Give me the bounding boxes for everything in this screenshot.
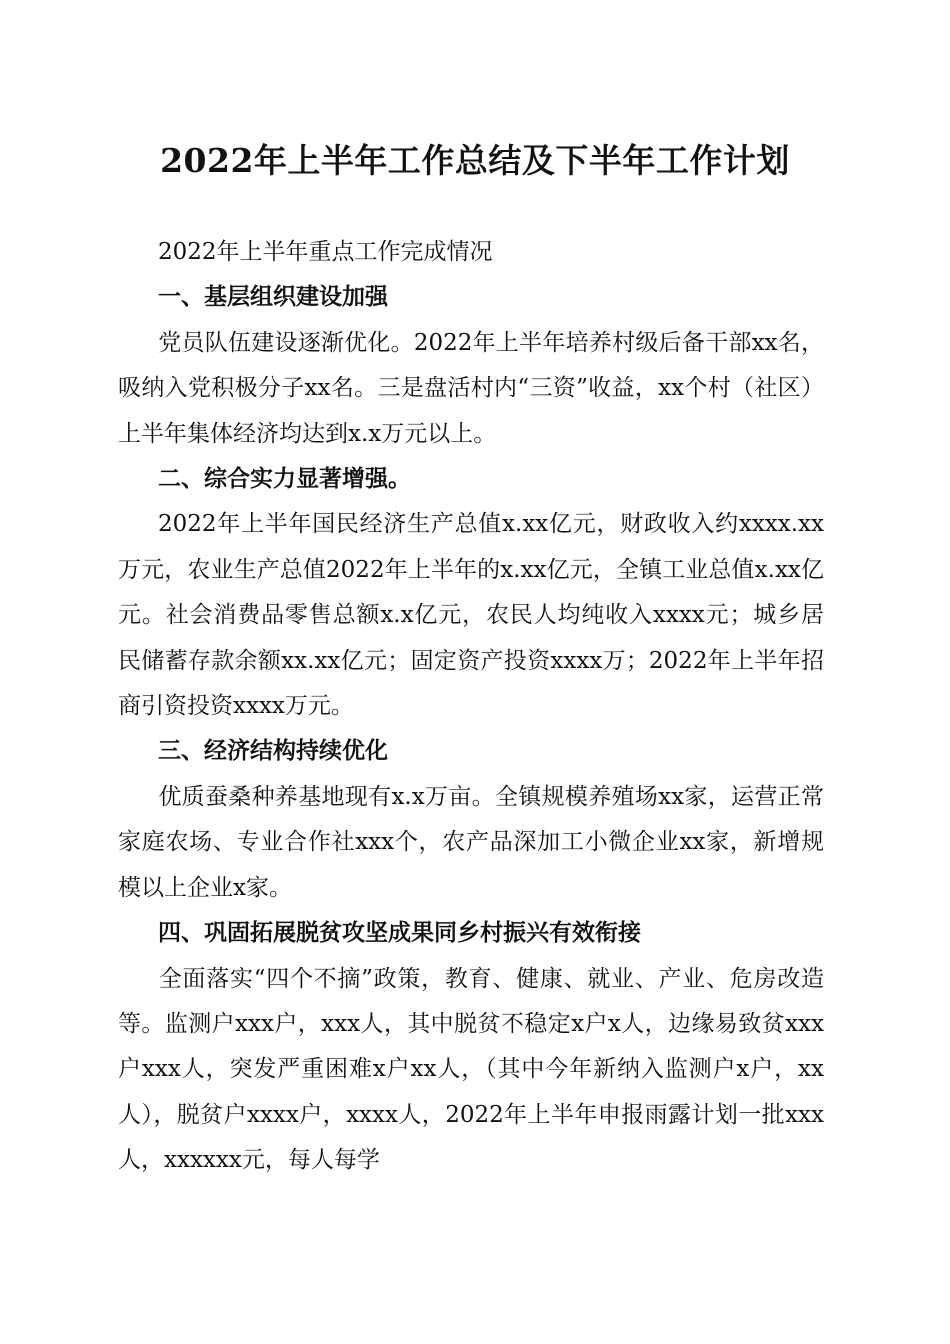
section-paragraph-text-3: 优质蚕桑种养基地现有x.x万亩。全镇规模养殖场xx家，运营正常家庭农场、专业合作社xxx个，农产品深加工小微企业xx家，新增规模以上企业x家。	[118, 783, 824, 901]
document-subtitle: 2022年上半年重点工作完成情况	[158, 239, 493, 265]
section-paragraph-4	[118, 957, 824, 1184]
section-paragraph-text-4: 全面落实“四个不摘”政策，教育、健康、就业、产业、危房改造等。监测户xxx户，xxx人，其中脱贫不稳定x户x人，边缘易致贫xxx户xxx人，突发严重困难x户xx人，（其中今年新纳入监测户x户，xx人），脱贫户xxxx户，xxxx人，2022年上半年申报雨露计划一批xxx人，xxxxxx元，每人每学	[118, 965, 824, 1174]
section-heading-4: 四、巩固拓展脱贫攻坚成果同乡村振兴有效衔接	[158, 920, 641, 947]
section-heading-2: 二、综合实力显著增强。	[158, 466, 411, 493]
section-heading-1: 一、基层组织建设加强	[158, 284, 388, 311]
document-title: 2022年上半年工作总结及下半年工作计划	[160, 141, 790, 180]
section-paragraph-1	[118, 321, 824, 457]
section-paragraph-2	[118, 502, 824, 729]
section-paragraph-3	[118, 775, 824, 911]
section-paragraph-text-1: 党员队伍建设逐渐优化。2022年上半年培养村级后备干部xx名，吸纳入党积极分子xx名。三是盘活村内“三资”收益，xx个村（社区）上半年集体经济均达到x.x万元以上。	[118, 329, 824, 447]
section-heading-3: 三、经济结构持续优化	[158, 738, 388, 765]
document-body	[118, 230, 824, 1184]
section-paragraph-text-2: 2022年上半年国民经济生产总值x.xx亿元，财政收入约xxxx.xx万元，农业生产总值2022年上半年的x.xx亿元，全镇工业总值x.xx亿元。社会消费品零售总额x.x亿元，农民人均纯收入xxxx元；城乡居民储蓄存款余额xx.xx亿元；固定资产投资xxxx万；2022年上半年招商引资投资xxxx万元。	[118, 511, 824, 720]
